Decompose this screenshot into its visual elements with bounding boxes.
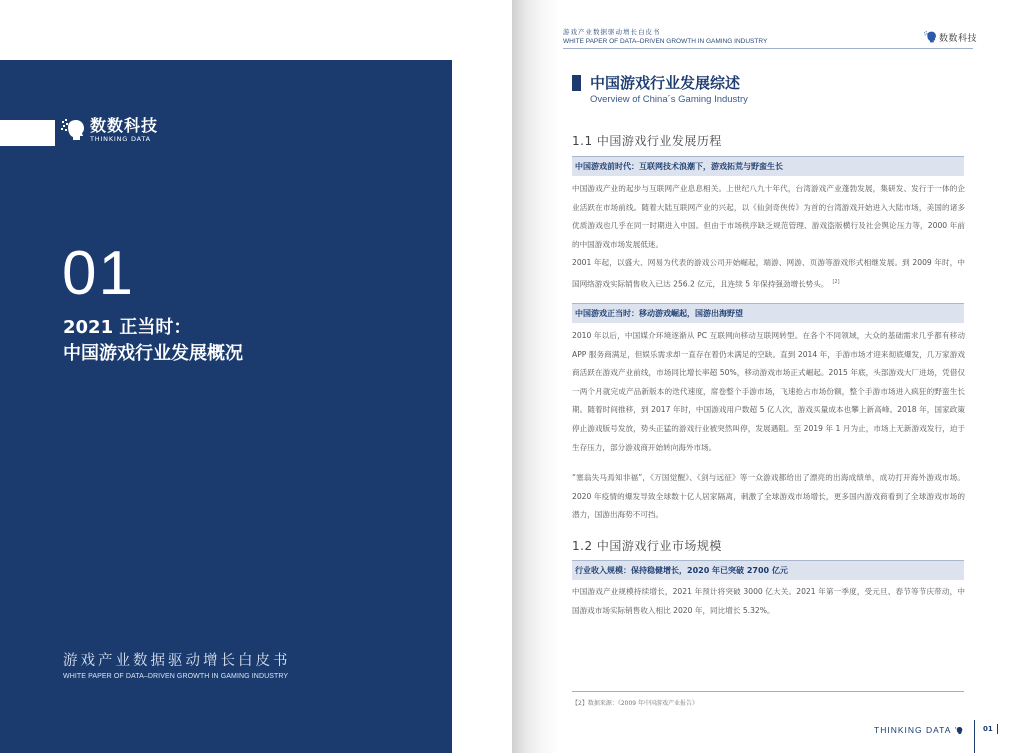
paragraph bbox=[572, 254, 965, 294]
page-number: 01 bbox=[983, 725, 993, 733]
callout-pre-era: 中国游戏前时代：互联网技术浪潮下，游戏拓荒与野蛮生长 bbox=[572, 156, 964, 176]
cover-footer-cn: 游戏产业数据驱动增长白皮书 bbox=[63, 653, 291, 669]
chapter-cover-panel bbox=[0, 60, 452, 753]
header-logo-cn: 数数科技 bbox=[939, 33, 978, 44]
running-head-cn: 游戏产业数据驱动增长白皮书 bbox=[563, 28, 661, 36]
chapter-title bbox=[63, 315, 243, 367]
cover-logo-cn: 数数科技 bbox=[90, 116, 159, 135]
running-head-en: WHITE PAPER OF DATA–DRIVEN GROWTH IN GAMING INDUSTRY bbox=[563, 38, 768, 45]
section-title: 中国游戏行业发展综述 bbox=[590, 74, 741, 92]
page-number-tick bbox=[997, 724, 998, 734]
subsection-heading-1-2: 1.2 中国游戏行业市场规模 bbox=[572, 539, 722, 553]
header-divider bbox=[563, 48, 973, 49]
footer-brand bbox=[874, 725, 963, 735]
subsection-heading-1-1: 1.1 中国游戏行业发展历程 bbox=[572, 134, 722, 148]
footnote: 【2】数据来源：《2009 年中国游戏产业报告》 bbox=[572, 700, 698, 707]
paragraph: 2010 年以后，中国媒介环境逐渐从 PC 互联网向移动互联网转型。在各个不同领域，大众的基础需求几乎都有移动 APP 服务商满足，但娱乐需求却一直存在着仍未满足的空缺。直到 2014 年，手游市场才迎来彻底爆发，几万家游戏商活跃在游戏产业前线，市场同比增长率超 50%，移动游戏市场正式崛起。2015 年底，头部游戏大厂进场，凭借仅一两个月就完成产品新版本的迭代速度，席卷整个手游市场，飞速抢占市场份额，整个手游市场进入疯狂的野蛮生长期。随着时间推移，到 2017 年时，中国游戏用户数超 5 亿人次，游戏买量成本也攀上新高峰。2018 年，国家政策停止游戏版号发放，势头正猛的游戏行业被突然叫停，发展遇阻。至 2019 年 1 月为止，市场上无新游戏发行，迫于生存压力，部分游戏商开始转向海外市场。 bbox=[572, 331, 965, 452]
brain-head-icon bbox=[60, 117, 86, 143]
footer-brand-text: THINKING DATA bbox=[874, 725, 952, 735]
footnote-divider bbox=[572, 691, 964, 692]
paragraph: 中国游戏产业的起步与互联网产业息息相关。上世纪八九十年代，台湾游戏产业蓬勃发展，集研发、发行于一体的企业活跃在市场前线。随着大陆互联网产业的兴起，以《仙剑奇侠传》为首的台湾游戏开始进入大陆市场，美国的诸多优质游戏也几乎在同一时期进入中国。但由于市场秩序缺乏规范管理、游戏盗版横行及社会舆论压力等，2000 年前的中国游戏市场发展低迷。 bbox=[572, 184, 965, 249]
running-head bbox=[563, 28, 767, 46]
paragraph-text: 2001 年起，以盛大、网易为代表的游戏公司开始崛起，端游、网游、页游等游戏形式相继发展。到 2009 年时，中国网络游戏实际销售收入已达 256.2 亿元，且连续 5 年保持强劲增长势头。 bbox=[572, 258, 965, 289]
paragraph: 中国游戏产业规模持续增长，2021 年预计将突破 3000 亿大关。2021 年第一季度，受元旦、春节等节庆带动，中国游戏市场实际销售收入相比 2020 年，同比增长 5.32%。 bbox=[572, 587, 965, 615]
footer-divider bbox=[974, 720, 975, 753]
cover-accent-bar bbox=[0, 120, 55, 146]
chapter-number: 01 bbox=[62, 239, 135, 308]
paragraph: “塞翁失马焉知非福”，《万国觉醒》、《剑与远征》等一众游戏都给出了漂亮的出海成绩单，成功打开海外游戏市场。2020 年疫情的爆发导致全球数十亿人居家隔离，刺激了全球游戏市场增长，更多国内游戏商看到了全球游戏市场的潜力，国游出海势不可挡。 bbox=[572, 473, 965, 520]
footnote-ref[interactable]: [2] bbox=[832, 278, 840, 285]
chapter-title-line1: 2021 正当时： bbox=[63, 317, 192, 338]
section-subtitle: Overview of China´s Gaming Industry bbox=[590, 94, 748, 105]
callout-revenue-scale: 行业收入规模：保持稳健增长，2020 年已突破 2700 亿元 bbox=[572, 560, 964, 580]
callout-current-era: 中国游戏正当时：移动游戏崛起，国游出海野望 bbox=[572, 303, 964, 323]
cover-logo bbox=[60, 117, 158, 143]
chapter-title-line2: 中国游戏行业发展概况 bbox=[63, 343, 243, 364]
header-logo bbox=[923, 30, 977, 44]
brain-head-icon bbox=[923, 30, 937, 44]
section-title-marker bbox=[572, 75, 581, 91]
cover-footer-en: WHITE PAPER OF DATA–DRIVEN GROWTH IN GAMING INDUSTRY bbox=[63, 673, 289, 680]
brain-head-icon bbox=[954, 726, 963, 735]
cover-logo-en: THINKING DATA bbox=[90, 135, 151, 143]
